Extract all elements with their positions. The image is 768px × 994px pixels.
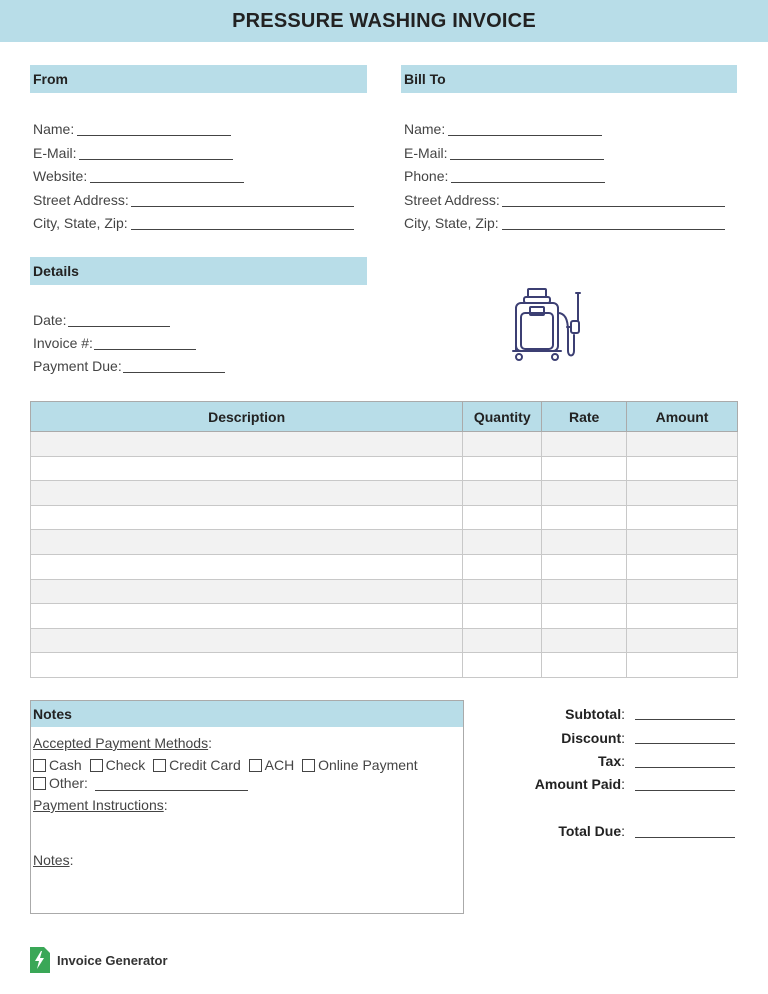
cell-amount[interactable] [627, 530, 738, 555]
date-line [68, 326, 170, 327]
col-amount-header: Amount [627, 402, 738, 432]
from-city-field[interactable] [33, 214, 128, 232]
cell-description[interactable] [31, 505, 463, 530]
invoice-number-line [94, 349, 196, 350]
total-due-line[interactable] [635, 837, 735, 838]
amount-paid-text [535, 775, 625, 793]
table-row [31, 530, 738, 555]
table-row [31, 554, 738, 579]
method-other[interactable] [33, 775, 248, 791]
cell-amount[interactable] [627, 628, 738, 653]
bill-phone-label: Phone: [404, 168, 449, 184]
other-line [95, 790, 248, 791]
cell-quantity[interactable] [463, 653, 542, 678]
cell-rate[interactable] [542, 628, 627, 653]
notes-heading: Notes [31, 701, 463, 727]
bill-name-field[interactable] [404, 120, 445, 138]
cell-quantity[interactable] [463, 456, 542, 481]
date-label: Date: [33, 312, 67, 328]
cell-rate[interactable] [542, 653, 627, 678]
cash-checkbox[interactable] [33, 759, 46, 772]
ach-label: ACH [264, 757, 295, 773]
subtotal-line[interactable] [635, 719, 735, 720]
cell-amount[interactable] [627, 554, 738, 579]
cell-description[interactable] [31, 604, 463, 629]
title-bar [0, 0, 768, 42]
from-street-label: Street Address: [33, 192, 129, 208]
from-email-field[interactable] [33, 144, 77, 162]
total-due-label: Total Due [558, 823, 622, 839]
cell-description[interactable] [31, 456, 463, 481]
table-row [31, 432, 738, 457]
col-rate-header: Rate [542, 402, 627, 432]
invoice-number-field[interactable] [33, 334, 93, 352]
notes-colon: : [69, 852, 74, 868]
method-check[interactable] [90, 757, 146, 773]
cell-quantity[interactable] [463, 432, 542, 457]
items-table [30, 401, 738, 678]
online-payment-checkbox[interactable] [302, 759, 315, 772]
subtotal-label: Subtotal [565, 706, 622, 722]
notes-field[interactable] [33, 852, 73, 868]
bill-city-label: City, State, Zip: [404, 215, 499, 231]
bill-email-field[interactable] [404, 144, 448, 162]
cell-quantity[interactable] [463, 554, 542, 579]
col-description-header: Description [31, 402, 463, 432]
total-due-colon: : [621, 823, 625, 839]
cell-amount[interactable] [627, 653, 738, 678]
amount-paid-colon: : [621, 776, 625, 792]
bill-street-label: Street Address: [404, 192, 500, 208]
amount-paid-line[interactable] [635, 790, 735, 791]
bill-city-line [502, 229, 725, 230]
method-online-payment[interactable] [302, 757, 418, 773]
table-row [31, 456, 738, 481]
discount-label: Discount [561, 730, 622, 746]
cell-description[interactable] [31, 653, 463, 678]
bill-name-line [448, 135, 602, 136]
amount-paid-row [480, 775, 625, 793]
footer-brand: Invoice Generator [57, 952, 168, 968]
cell-quantity[interactable] [463, 505, 542, 530]
other-checkbox[interactable] [33, 777, 46, 790]
cell-amount[interactable] [627, 505, 738, 530]
online-payment-label: Online Payment [318, 757, 418, 773]
cell-amount[interactable] [627, 481, 738, 506]
check-label: Check [105, 757, 146, 773]
cell-description[interactable] [31, 554, 463, 579]
cell-description[interactable] [31, 628, 463, 653]
from-name-line [77, 135, 231, 136]
subtotal-text [565, 705, 625, 723]
total-due-row [480, 822, 625, 840]
cell-rate[interactable] [542, 530, 627, 555]
date-field[interactable] [33, 311, 66, 329]
bill-email-label: E-Mail: [404, 145, 448, 161]
invoice-number-label: Invoice #: [33, 335, 93, 351]
credit-card-label: Credit Card [169, 757, 241, 773]
table-row [31, 653, 738, 678]
tax-row [480, 752, 625, 770]
from-website-field[interactable] [33, 167, 87, 185]
payment-due-field[interactable] [33, 357, 122, 375]
table-header-row [31, 402, 738, 432]
table-row [31, 505, 738, 530]
cell-description[interactable] [31, 481, 463, 506]
tax-line[interactable] [635, 767, 735, 768]
payment-due-label: Payment Due: [33, 358, 122, 374]
cell-amount[interactable] [627, 579, 738, 604]
amount-paid-label: Amount Paid [534, 776, 622, 792]
cell-rate[interactable] [542, 432, 627, 457]
cell-quantity[interactable] [463, 604, 542, 629]
bill-phone-field[interactable] [404, 167, 448, 185]
cell-rate[interactable] [542, 579, 627, 604]
from-street-field[interactable] [33, 191, 129, 209]
cell-amount[interactable] [627, 456, 738, 481]
bill-email-line [450, 159, 604, 160]
cell-description[interactable] [31, 432, 463, 457]
cell-quantity[interactable] [463, 530, 542, 555]
bill-name-label: Name: [404, 121, 446, 137]
check-checkbox[interactable] [90, 759, 103, 772]
payment-instructions-label: Payment Instructions [33, 797, 164, 813]
tax-label: Tax [598, 753, 622, 769]
details-heading: Details [30, 257, 367, 285]
method-ach[interactable] [249, 757, 295, 773]
cell-description[interactable] [31, 530, 463, 555]
discount-line[interactable] [635, 743, 735, 744]
discount-text [561, 729, 625, 747]
subtotal-colon: : [621, 706, 625, 722]
discount-row [480, 729, 625, 747]
bill-to-heading: Bill To [401, 65, 737, 93]
payment-instructions-colon: : [163, 797, 168, 813]
from-email-label: E-Mail: [33, 145, 77, 161]
method-credit-card[interactable] [153, 757, 241, 773]
total-due-text [558, 822, 625, 840]
cell-amount[interactable] [627, 604, 738, 629]
cell-quantity[interactable] [463, 481, 542, 506]
credit-card-checkbox[interactable] [153, 759, 166, 772]
cell-quantity[interactable] [463, 628, 542, 653]
method-cash[interactable] [33, 757, 82, 773]
from-heading: From [30, 65, 367, 93]
cell-rate[interactable] [542, 505, 627, 530]
payment-due-line [123, 372, 225, 373]
bill-street-line [502, 206, 725, 207]
tax-colon: : [621, 753, 625, 769]
tax-text [598, 752, 625, 770]
cell-description[interactable] [31, 579, 463, 604]
ach-checkbox[interactable] [249, 759, 262, 772]
accepted-payment-methods [33, 735, 212, 751]
from-name-field[interactable] [33, 120, 74, 138]
accepted-payment-methods-label: Accepted Payment Methods [33, 735, 209, 751]
table-row [31, 604, 738, 629]
pressure-washer-icon [508, 285, 588, 365]
cell-amount[interactable] [627, 432, 738, 457]
bill-city-field[interactable] [404, 214, 499, 232]
accepted-payment-methods-colon: : [208, 735, 212, 751]
from-city-line [131, 229, 354, 230]
footer [30, 947, 168, 973]
table-row [31, 628, 738, 653]
from-email-line [79, 159, 233, 160]
cell-rate[interactable] [542, 481, 627, 506]
bill-phone-line [451, 182, 605, 183]
payment-instructions [33, 797, 168, 813]
from-website-label: Website: [33, 168, 88, 184]
from-city-label: City, State, Zip: [33, 215, 128, 231]
subtotal-row [480, 705, 625, 723]
cell-quantity[interactable] [463, 579, 542, 604]
table-row [31, 579, 738, 604]
col-quantity-header: Quantity [463, 402, 542, 432]
notes-label: Notes [33, 852, 70, 868]
cell-rate[interactable] [542, 604, 627, 629]
table-row [31, 481, 738, 506]
discount-colon: : [621, 730, 625, 746]
from-website-line [90, 182, 244, 183]
cash-label: Cash [49, 757, 82, 773]
notes-box [30, 700, 464, 914]
cell-rate[interactable] [542, 554, 627, 579]
other-label: Other: [49, 775, 88, 791]
invoice-generator-logo-icon [30, 947, 50, 973]
cell-rate[interactable] [542, 456, 627, 481]
payment-method-options [33, 757, 422, 773]
from-name-label: Name: [33, 121, 75, 137]
bill-street-field[interactable] [404, 191, 500, 209]
from-street-line [131, 206, 354, 207]
page-title: PRESSURE WASHING INVOICE [232, 9, 536, 32]
